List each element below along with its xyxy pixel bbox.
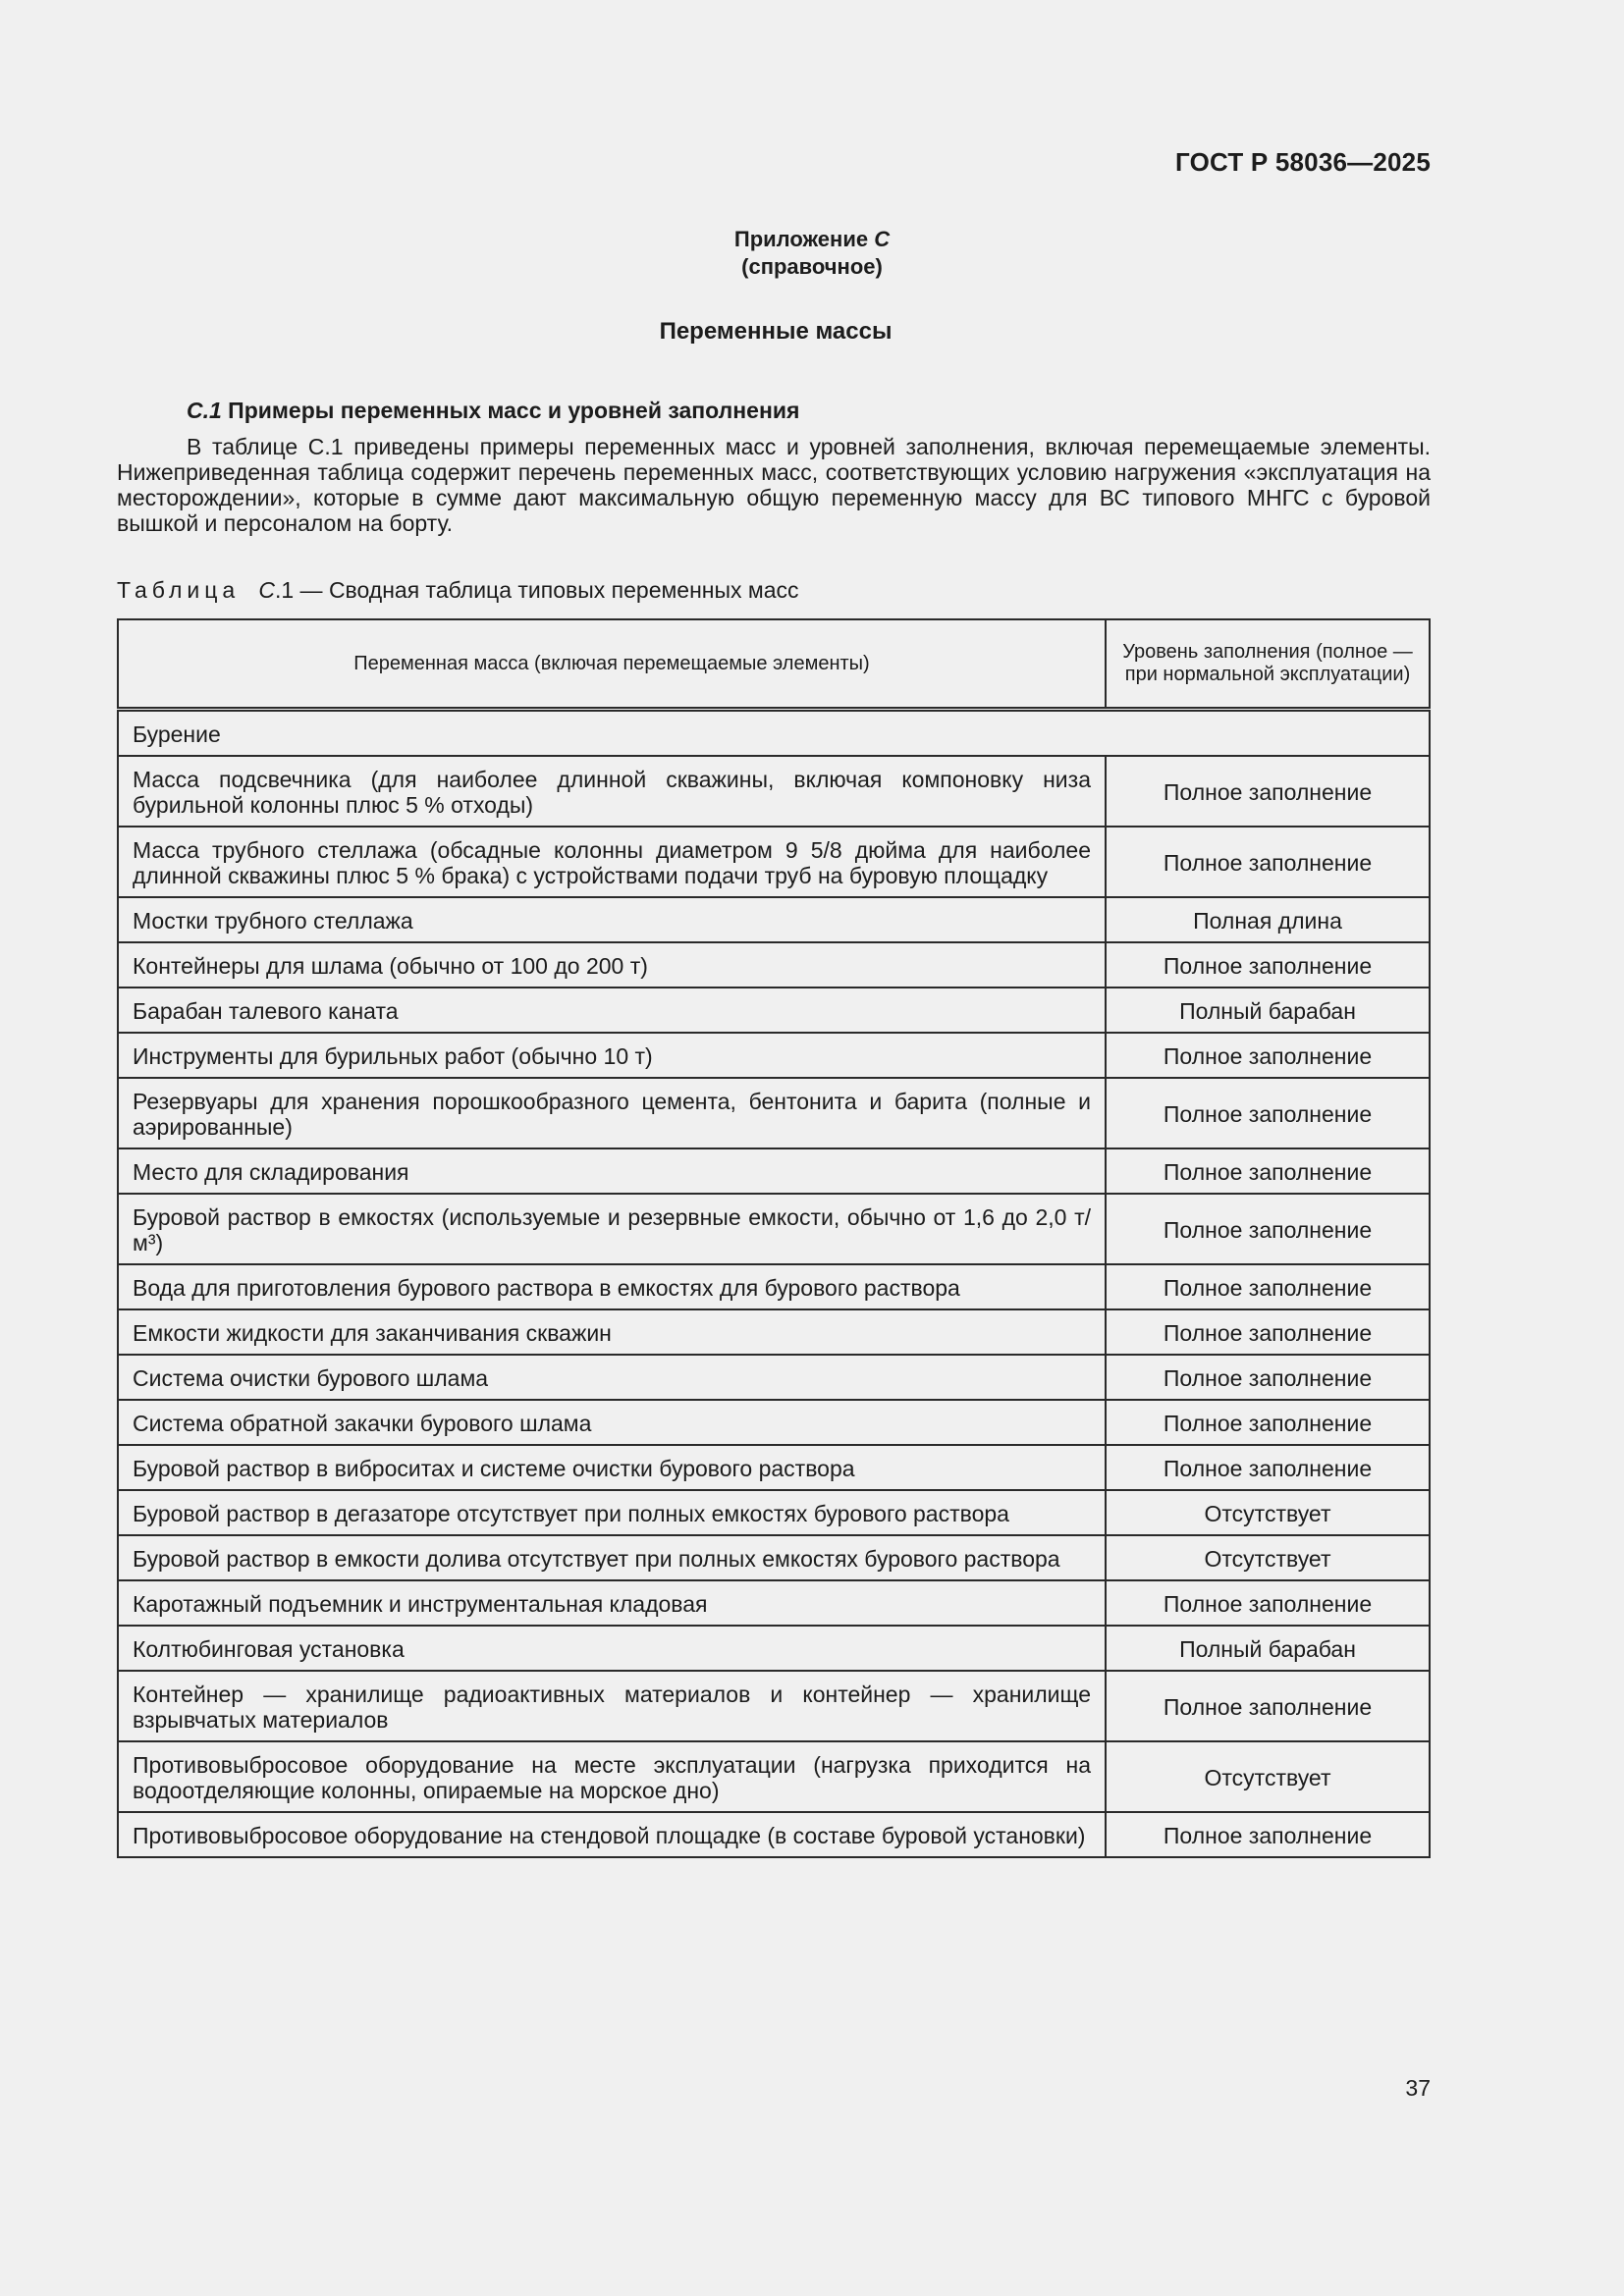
mass-item-name: Буровой раствор в емкости долива отсутствует при полных емкостях бурового раствора: [118, 1535, 1106, 1580]
fill-level: Отсутствует: [1106, 1741, 1430, 1812]
subsection-heading: [187, 398, 799, 424]
table-caption-text: .1 — Сводная таблица типовых переменных масс: [274, 577, 799, 603]
table-caption: [117, 577, 799, 604]
table-row: [118, 942, 1430, 988]
mass-item-name: Буровой раствор в емкостях (используемые и резервные емкости, обычно от 1,6 до 2,0 т/м³): [118, 1194, 1106, 1264]
table-row: [118, 1194, 1430, 1264]
fill-level: Полное заполнение: [1106, 942, 1430, 988]
appendix-title: Переменные массы: [659, 318, 893, 345]
fill-level: Полное заполнение: [1106, 1309, 1430, 1355]
group-label: Бурение: [118, 710, 1430, 757]
appendix-kind: (справочное): [741, 254, 883, 279]
fill-level: Полное заполнение: [1106, 1078, 1430, 1148]
table-row: [118, 1264, 1430, 1309]
fill-level: Полное заполнение: [1106, 1400, 1430, 1445]
column-header-level: Уровень заполнения (полное — при нормальной эксплуатации): [1106, 619, 1430, 710]
fill-level: Полное заполнение: [1106, 1148, 1430, 1194]
mass-item-name: Масса трубного стеллажа (обсадные колонны диаметром 9 5/8 дюйма для наиболее длинной скважины плюс 5 % брака) с устройствами подачи труб на буровую площадку: [118, 827, 1106, 897]
mass-item-name: Буровой раствор в дегазаторе отсутствует при полных емкостях бурового раствора: [118, 1490, 1106, 1535]
table-row: [118, 1671, 1430, 1741]
mass-item-name: Система очистки бурового шлама: [118, 1355, 1106, 1400]
fill-level: Полное заполнение: [1106, 1033, 1430, 1078]
table-row: [118, 1741, 1430, 1812]
appendix-letter: С: [874, 227, 891, 251]
table-row: [118, 1309, 1430, 1355]
table-header-row: [118, 619, 1430, 710]
column-header-mass: Переменная масса (включая перемещаемые элементы): [118, 619, 1106, 710]
mass-item-name: Противовыбросовое оборудование на месте эксплуатации (нагрузка приходится на водоотделяющие колонны, опираемые на морское дно): [118, 1741, 1106, 1812]
table-row: [118, 1445, 1430, 1490]
table-row: [118, 1033, 1430, 1078]
mass-item-name: Вода для приготовления бурового раствора в емкостях для бурового раствора: [118, 1264, 1106, 1309]
fill-level: Полное заполнение: [1106, 1580, 1430, 1626]
mass-item-name: Емкости жидкости для заканчивания скважин: [118, 1309, 1106, 1355]
mass-item-name: Инструменты для бурильных работ (обычно 10 т): [118, 1033, 1106, 1078]
table-row: [118, 827, 1430, 897]
mass-item-name: Место для складирования: [118, 1148, 1106, 1194]
table-row: [118, 1535, 1430, 1580]
fill-level: Полное заполнение: [1106, 1194, 1430, 1264]
fill-level: Полное заполнение: [1106, 1355, 1430, 1400]
mass-item-name: Контейнеры для шлама (обычно от 100 до 200 т): [118, 942, 1106, 988]
table-row: [118, 1580, 1430, 1626]
table-row: [118, 1812, 1430, 1857]
fill-level: Полное заполнение: [1106, 756, 1430, 827]
mass-item-name: Барабан талевого каната: [118, 988, 1106, 1033]
fill-level: Полное заполнение: [1106, 827, 1430, 897]
table-caption-prefix: Таблица: [117, 577, 241, 603]
fill-level: Полное заполнение: [1106, 1671, 1430, 1741]
variable-mass-table: [117, 618, 1431, 1858]
mass-item-name: Контейнер — хранилище радиоактивных материалов и контейнер — хранилище взрывчатых материалов: [118, 1671, 1106, 1741]
table-row: [118, 1148, 1430, 1194]
fill-level: Полный барабан: [1106, 988, 1430, 1033]
fill-level: Полное заполнение: [1106, 1812, 1430, 1857]
mass-item-name: Система обратной закачки бурового шлама: [118, 1400, 1106, 1445]
fill-level: Полный барабан: [1106, 1626, 1430, 1671]
table-row: [118, 1355, 1430, 1400]
mass-item-name: Буровой раствор в виброситах и системе очистки бурового раствора: [118, 1445, 1106, 1490]
mass-item-name: Масса подсвечника (для наиболее длинной скважины, включая компоновку низа бурильной колонны плюс 5 % отходы): [118, 756, 1106, 827]
subsection-number: С.1: [187, 398, 222, 423]
table-row: [118, 756, 1430, 827]
appendix-label: Приложение: [733, 227, 875, 251]
table-row: [118, 1400, 1430, 1445]
subsection-title: Примеры переменных масс и уровней заполнения: [221, 398, 800, 423]
fill-level: Полное заполнение: [1106, 1264, 1430, 1309]
table-row: [118, 988, 1430, 1033]
table-row: [118, 1490, 1430, 1535]
mass-item-name: Колтюбинговая установка: [118, 1626, 1106, 1671]
table-group-row: [118, 710, 1430, 757]
mass-item-name: Резервуары для хранения порошкообразного цемента, бентонита и барита (полные и аэрированные): [118, 1078, 1106, 1148]
fill-level: Отсутствует: [1106, 1535, 1430, 1580]
table-row: [118, 1626, 1430, 1671]
table-caption-number: С: [258, 577, 275, 603]
fill-level: Отсутствует: [1106, 1490, 1430, 1535]
intro-paragraph: В таблице С.1 приведены примеры переменных масс и уровней заполнения, включая перемещаемые элементы. Нижеприведенная таблица содержит перечень переменных масс, соответствующих условию нагружения «эксплуатация на месторождении», которые в сумме дают максимальную общую переменную массу для ВС типового МНГС с буровой вышкой и персоналом на борту.: [117, 434, 1431, 536]
mass-item-name: Мостки трубного стеллажа: [118, 897, 1106, 942]
mass-item-name: Каротажный подъемник и инструментальная кладовая: [118, 1580, 1106, 1626]
page-number: 37: [1405, 2075, 1431, 2101]
table-row: [118, 1078, 1430, 1148]
fill-level: Полная длина: [1106, 897, 1430, 942]
table-row: [118, 897, 1430, 942]
fill-level: Полное заполнение: [1106, 1445, 1430, 1490]
mass-item-name: Противовыбросовое оборудование на стендовой площадке (в составе буровой установки): [118, 1812, 1106, 1857]
document-code: ГОСТ Р 58036—2025: [1175, 147, 1431, 177]
appendix-heading: [0, 226, 1624, 281]
